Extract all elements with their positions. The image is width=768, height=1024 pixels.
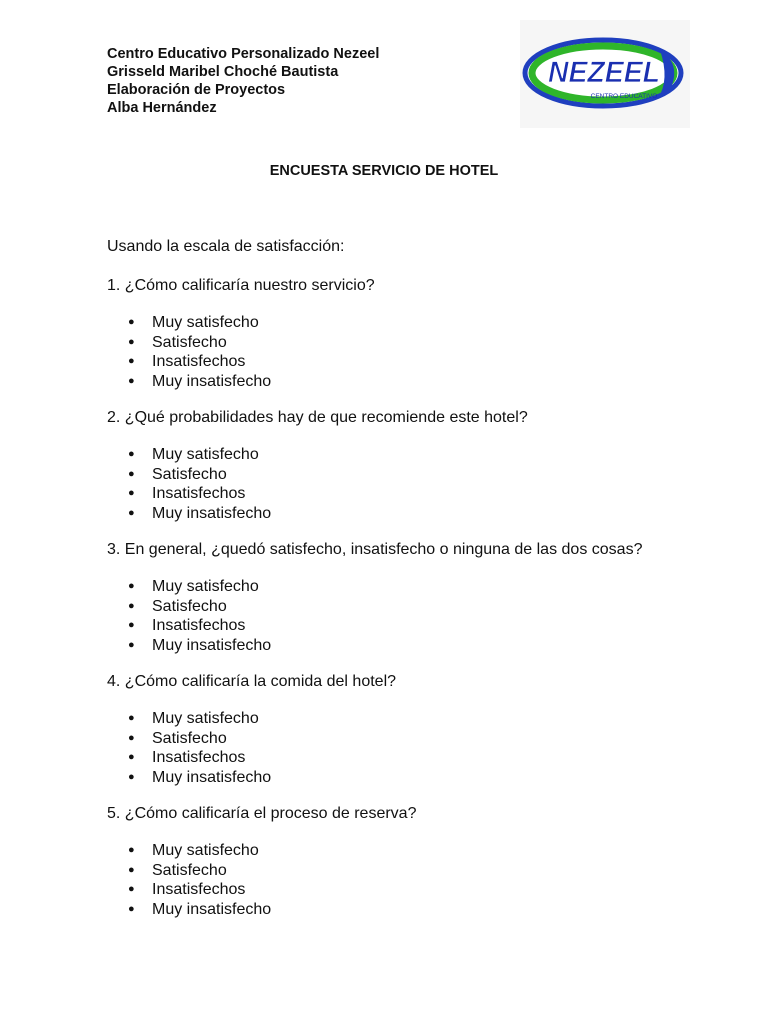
option-item (107, 352, 707, 372)
survey-body (107, 237, 707, 936)
bullet-icon: ● (128, 506, 135, 519)
question-5: 5. ¿Cómo calificaría el proceso de reserva? (107, 805, 417, 822)
option-item (107, 616, 707, 636)
question-2: 2. ¿Qué probabilidades hay de que recomiende este hotel? (107, 409, 528, 426)
scale-intro: Usando la escala de satisfacción: (107, 238, 345, 255)
bullet-icon: ● (128, 335, 135, 348)
question-1: 1. ¿Cómo calificaría nuestro servicio? (107, 277, 375, 294)
bullet-icon: ● (128, 580, 135, 592)
bullet-icon: ● (128, 619, 135, 631)
bullet-icon: ● (128, 731, 135, 744)
option-item (107, 577, 707, 597)
option-item (107, 880, 707, 900)
bullet-icon: ● (128, 467, 135, 480)
option-item (107, 445, 707, 465)
option-label: Insatisfechos (152, 617, 246, 634)
bullet-icon: ● (128, 487, 135, 499)
bullet-icon: ● (128, 883, 135, 895)
bullet-icon: ● (128, 844, 135, 856)
question-3: 3. En general, ¿quedó satisfecho, insatisfecho o ninguna de las dos cosas? (107, 541, 643, 558)
option-item (107, 333, 707, 353)
student-name: Grisseld Maribel Choché Bautista (107, 64, 339, 80)
option-item (107, 504, 707, 524)
question-1-options (107, 313, 707, 391)
question-2-options (107, 445, 707, 523)
option-label: Insatisfechos (152, 749, 246, 766)
course-name: Elaboración de Proyectos (107, 82, 286, 98)
option-item (107, 597, 707, 617)
document-header (107, 45, 379, 117)
bullet-icon: ● (128, 638, 135, 651)
option-label: Satisfecho (152, 597, 227, 615)
option-label: Muy insatisfecho (152, 504, 272, 522)
school-name: Centro Educativo Personalizado Nezeel (107, 46, 380, 62)
option-item (107, 465, 707, 485)
question-5-options (107, 841, 707, 919)
question-4: 4. ¿Cómo calificaría la comida del hotel? (107, 673, 397, 690)
nezeel-logo (520, 20, 690, 128)
option-label: Satisfecho (152, 729, 227, 747)
option-label: Insatisfechos (152, 881, 246, 898)
option-label: Muy satisfecho (152, 842, 259, 859)
option-item (107, 636, 707, 656)
option-label: Muy satisfecho (152, 446, 259, 463)
option-label: Insatisfechos (152, 353, 246, 370)
bullet-icon: ● (128, 374, 135, 387)
option-label: Satisfecho (152, 333, 227, 351)
question-3-options (107, 577, 707, 655)
option-item (107, 709, 707, 729)
option-item (107, 484, 707, 504)
bullet-icon: ● (128, 863, 135, 876)
option-item (107, 372, 707, 392)
option-label: Satisfecho (152, 861, 227, 879)
option-item (107, 748, 707, 768)
option-item (107, 861, 707, 881)
option-item (107, 729, 707, 749)
option-label: Insatisfechos (152, 485, 246, 502)
option-label: Muy satisfecho (152, 578, 259, 595)
option-label: Muy insatisfecho (152, 372, 272, 390)
option-label: Satisfecho (152, 465, 227, 483)
option-item (107, 313, 707, 333)
option-item (107, 768, 707, 788)
bullet-icon: ● (128, 770, 135, 783)
survey-title: ENCUESTA SERVICIO DE HOTEL (269, 163, 499, 179)
option-item (107, 900, 707, 920)
bullet-icon: ● (128, 448, 135, 460)
bullet-icon: ● (128, 751, 135, 763)
option-label: Muy satisfecho (152, 314, 259, 331)
bullet-icon: ● (128, 712, 135, 724)
option-label: Muy insatisfecho (152, 900, 272, 918)
bullet-icon: ● (128, 316, 135, 328)
teacher-name: Alba Hernández (107, 100, 217, 116)
option-label: Muy insatisfecho (152, 768, 272, 786)
svg-text:CENTRO EDUCATIVO: CENTRO EDUCATIVO (590, 93, 658, 100)
question-4-options (107, 709, 707, 787)
svg-text:NEZEEL: NEZEEL (548, 56, 660, 89)
bullet-icon: ● (128, 902, 135, 915)
bullet-icon: ● (128, 599, 135, 612)
bullet-icon: ● (128, 355, 135, 367)
option-item (107, 841, 707, 861)
option-label: Muy insatisfecho (152, 636, 272, 654)
option-label: Muy satisfecho (152, 710, 259, 727)
